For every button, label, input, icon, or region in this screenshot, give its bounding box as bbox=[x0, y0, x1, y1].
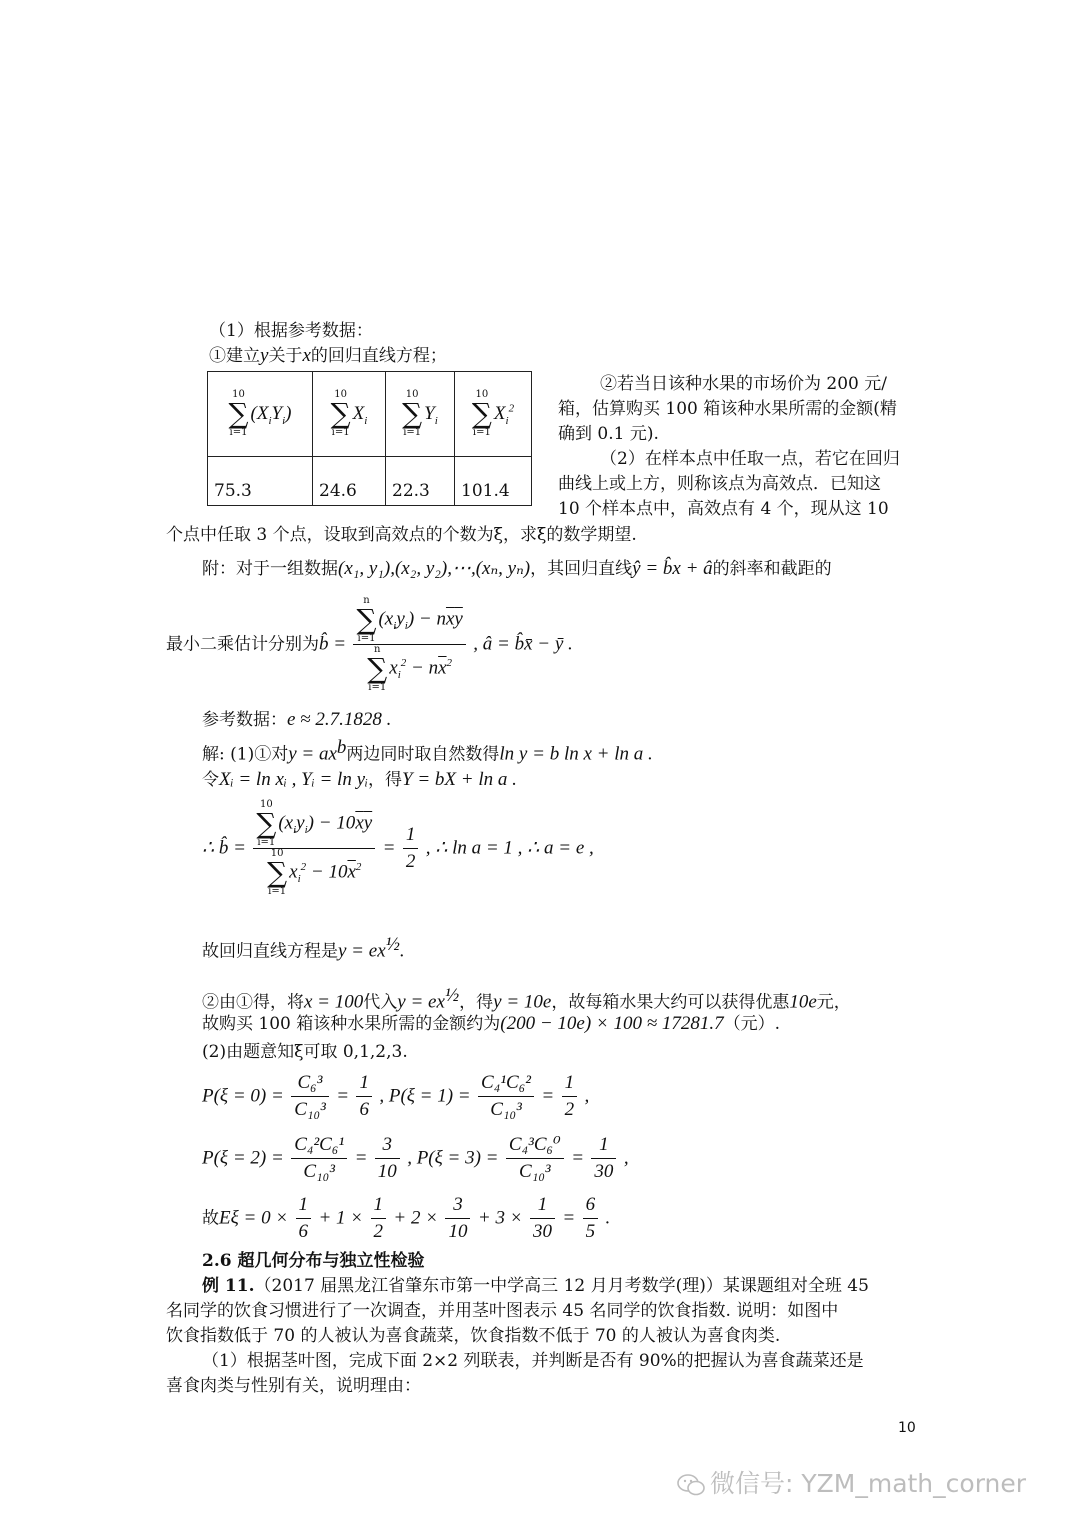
sol4-eq: y = ex bbox=[338, 940, 386, 962]
section-title: 2.6 超几何分布与独立性检验 bbox=[202, 1251, 425, 1271]
right-text-line: 箱，估算购买 100 箱该种水果所需的金额(精 bbox=[558, 399, 897, 419]
solution-line-5 bbox=[202, 985, 851, 1014]
sol1-pre: 解: (1)①对 bbox=[202, 744, 289, 765]
lsq-label: 最小二乘估计分别为 bbox=[166, 634, 319, 655]
example-line-5: 喜食肉类与性别有关，说明理由： bbox=[166, 1376, 421, 1396]
solution-line-4 bbox=[202, 934, 405, 963]
q2-continuation: 个点中任取 3 个点，设取到高效点的个数为ξ，求ξ的数学期望. bbox=[166, 525, 637, 545]
reference-data bbox=[202, 709, 391, 731]
lsq-b: b̂ = bbox=[319, 633, 347, 655]
example-line-3: 饮食指数低于 70 的人被认为喜食蔬菜，饮食指数不低于 70 的人被认为喜食肉类. bbox=[166, 1326, 781, 1346]
table-cell: 24.6 bbox=[313, 457, 386, 506]
table-cell: 101.4 bbox=[455, 457, 532, 506]
e-result: $\frac{6}{5}$ bbox=[583, 1192, 599, 1245]
sol4-post: . bbox=[399, 940, 405, 962]
wechat-icon bbox=[676, 1472, 706, 1498]
q1-sub1-mid: 关于 bbox=[268, 346, 303, 366]
appendix-pre: 附：对于一组数据 bbox=[202, 559, 338, 579]
right-text-line: ②若当日该种水果的市场价为 200 元/ bbox=[600, 374, 887, 394]
p1-lhs: , P(ξ = 1) = bbox=[379, 1085, 471, 1107]
table-header-cell: 10 ∑ i=1 $Y_i$ bbox=[386, 372, 455, 457]
appendix-regression-line: ŷ = b̂x + â bbox=[632, 558, 713, 579]
page-number: 10 bbox=[898, 1420, 916, 1436]
sol5-eq: x = 100 bbox=[304, 991, 364, 1013]
sol2-mid: ，得 bbox=[368, 770, 403, 790]
e-pre: 故 bbox=[202, 1208, 219, 1229]
p0-fraction: $\frac{\text{C₆³}}{\text{C₁₀³}}$ bbox=[291, 1070, 329, 1123]
e-frac-2: $\frac{1}{2}$ bbox=[371, 1192, 387, 1245]
e-post: . bbox=[605, 1207, 611, 1229]
e-plus-2: + 2 × bbox=[393, 1207, 439, 1229]
example-line-4: （1）根据茎叶图，完成下面 2×2 列联表，并判断是否有 90%的把握认为喜食蔬菜还是 bbox=[202, 1351, 864, 1371]
e-frac-3: $\frac{3}{10}$ bbox=[445, 1192, 470, 1245]
sol5-post: 元， bbox=[816, 992, 851, 1013]
sol2-eq: Xᵢ = ln xᵢ , Yᵢ = ln yᵢ bbox=[219, 769, 369, 790]
table-header-cell: 10 ∑ i=1 $X_i^2$ bbox=[455, 372, 532, 457]
sol3-half: $\frac{1}{2}$ bbox=[403, 822, 419, 875]
p2-lhs: P(ξ = 2) = bbox=[202, 1147, 284, 1169]
appendix-post: 的斜率和截距的 bbox=[712, 559, 832, 579]
sol5-eq3: y = 10e bbox=[493, 991, 552, 1013]
e-plus-1: + 1 × bbox=[318, 1207, 364, 1229]
probability-line-2: P(ξ = 2) = $\frac{\text{C₄²C₆¹}}{\text{C₁₀³}}$ = $\frac{3}{10}$ , P(ξ = 3) = $\frac{\text{C₄³C₆⁰}}{\text{C₁₀³}}$ = $\frac{1}{30}$ , bbox=[202, 1132, 629, 1190]
solution-line-2 bbox=[202, 769, 517, 791]
sol5-mid2: ，得 bbox=[459, 992, 494, 1013]
sol5-eq2: y = ex bbox=[397, 991, 445, 1013]
sol4-exp: ½ bbox=[385, 934, 400, 955]
right-text-line: 确到 0.1 元). bbox=[558, 424, 659, 444]
sol1-exp: b bbox=[336, 737, 347, 758]
solution-line-6 bbox=[202, 1013, 780, 1035]
p1-value: $\frac{1}{2}$ bbox=[562, 1070, 578, 1123]
sol3-fraction: 10 ∑ i=1 $(x_iy_i) - 10\overline{x}\overline{y}$ 10 ∑ i=1 $x_i^2 - 10\overline{x}^2$ bbox=[253, 800, 375, 897]
sol2-eq2: Y = bX + ln a . bbox=[402, 769, 517, 790]
var-x: x bbox=[302, 345, 311, 366]
p0-lhs: P(ξ = 0) = bbox=[202, 1085, 284, 1107]
watermark-text: 微信号: YZM_math_corner bbox=[710, 1469, 1027, 1498]
sol5-exp: ½ bbox=[444, 985, 460, 1006]
var-y: y bbox=[260, 345, 269, 366]
table-header-row bbox=[208, 372, 532, 457]
e-frac-4: $\frac{1}{30}$ bbox=[530, 1192, 555, 1245]
table-header-cell: 10 ∑ i=1 $X_i$ bbox=[313, 372, 386, 457]
p2-value: $\frac{3}{10}$ bbox=[375, 1132, 400, 1185]
q1-title: （1）根据参考数据： bbox=[209, 321, 373, 341]
table-header-cell: 10 ∑ i=1 $(X_iY_i)$ bbox=[208, 372, 313, 457]
q1-subquestion-1 bbox=[209, 345, 447, 367]
q1-sub1-post: 的回归直线方程； bbox=[310, 346, 447, 366]
p3-value: $\frac{1}{30}$ bbox=[591, 1132, 616, 1185]
sol3-rest: , ∴ ln a = 1 , ∴ a = e , bbox=[425, 837, 594, 859]
example-line-2: 名同学的饮食习惯进行了一次调查，并用茎叶图表示 45 名同学的饮食指数. 说明：如图中 bbox=[166, 1301, 839, 1321]
least-squares-formula bbox=[166, 596, 573, 706]
table-value-row bbox=[208, 457, 532, 506]
sol6-pre: 故购买 100 箱该种水果所需的金额约为 bbox=[202, 1014, 501, 1034]
sol5-mid3: ，故每箱水果大约可以获得优惠 bbox=[551, 992, 790, 1013]
example-label: 例 11. bbox=[202, 1276, 255, 1296]
probability-line-1: P(ξ = 0) = $\frac{\text{C₆³}}{\text{C₁₀³}}$ = $\frac{1}{6}$ , P(ξ = 1) = $\frac{\text{C₄¹C₆²}}{\text{C₁₀³}}$ = $\frac{1}{2}$ , bbox=[202, 1070, 589, 1128]
table-cell: 22.3 bbox=[386, 457, 455, 506]
sol1-eq: y = ax bbox=[288, 743, 337, 765]
e-frac-1: $\frac{1}{6}$ bbox=[296, 1192, 312, 1245]
sol5-pre: ②由①得，将 bbox=[202, 992, 304, 1013]
e-equals: = bbox=[562, 1207, 576, 1229]
p3-fraction: $\frac{\text{C₄³C₆⁰}}{\text{C₁₀³}}$ bbox=[506, 1132, 564, 1185]
p1-fraction: $\frac{\text{C₄¹C₆²}}{\text{C₁₀³}}$ bbox=[478, 1070, 534, 1123]
ref-label: 参考数据： bbox=[202, 710, 287, 730]
p3-lhs: , P(ξ = 3) = bbox=[407, 1147, 499, 1169]
appendix-line bbox=[202, 558, 832, 580]
sol3-therefore: ∴ b̂ = bbox=[202, 837, 246, 859]
q1-sub1-pre: ①建立 bbox=[209, 346, 260, 366]
sol2-pre: 令 bbox=[202, 770, 219, 790]
expectation-line bbox=[202, 1192, 610, 1250]
reference-data-table bbox=[207, 371, 532, 506]
lsq-a: , â = b̂x̄ − ȳ . bbox=[473, 633, 573, 655]
watermark bbox=[676, 1464, 1026, 1500]
sol5-mid: 代入 bbox=[363, 992, 398, 1013]
sol1-mid: 两边同时取自然数得 bbox=[346, 744, 500, 765]
solution-line-3 bbox=[202, 800, 594, 915]
sol3-equals: = bbox=[382, 837, 396, 859]
table-cell: 75.3 bbox=[208, 457, 313, 506]
lsq-fraction: n ∑ i=1 $(x_iy_i) - n\overline{x}\overline{y}$ n ∑ i=1 $x_i^2 - n\overline{x}^2$ bbox=[353, 596, 465, 693]
appendix-data: (x₁, y₁),(x₂, y₂),⋯,(xₙ, yₙ) bbox=[338, 558, 531, 579]
right-text-line: （2）在样本点中任取一点，若它在回归 bbox=[600, 449, 900, 469]
p0-value: $\frac{1}{6}$ bbox=[356, 1070, 372, 1123]
sol6-post: （元）. bbox=[723, 1014, 781, 1034]
right-text-line: 曲线上或上方，则称该点为高效点．已知这 bbox=[558, 474, 881, 494]
e-plus-3: + 3 × bbox=[477, 1207, 523, 1229]
ref-value: e ≈ 2.7.1828 . bbox=[287, 709, 392, 730]
solution-line-7: (2)由题意知ξ可取 0,1,2,3. bbox=[202, 1042, 408, 1062]
sol4-pre: 故回归直线方程是 bbox=[202, 941, 338, 962]
sol6-eq: (200 − 10e) × 100 ≈ 17281.7 bbox=[500, 1013, 724, 1034]
example-text-1: （2017 届黑龙江省肇东市第一中学高三 12 月月考数学(理)）某课题组对全班 45 bbox=[254, 1276, 869, 1296]
example-line-1 bbox=[202, 1275, 869, 1297]
e-lhs: Eξ = 0 × bbox=[219, 1207, 289, 1229]
appendix-mid: ，其回归直线 bbox=[530, 559, 633, 579]
p2-fraction: $\frac{\text{C₄²C₆¹}}{\text{C₁₀³}}$ bbox=[291, 1132, 347, 1185]
solution-line-1 bbox=[202, 737, 653, 766]
right-text-line: 10 个样本点中，高效点有 4 个，现从这 10 bbox=[558, 499, 889, 519]
sol1-eq2: ln y = b ln x + ln a . bbox=[499, 743, 653, 765]
sol5-eq4: 10e bbox=[789, 991, 817, 1013]
